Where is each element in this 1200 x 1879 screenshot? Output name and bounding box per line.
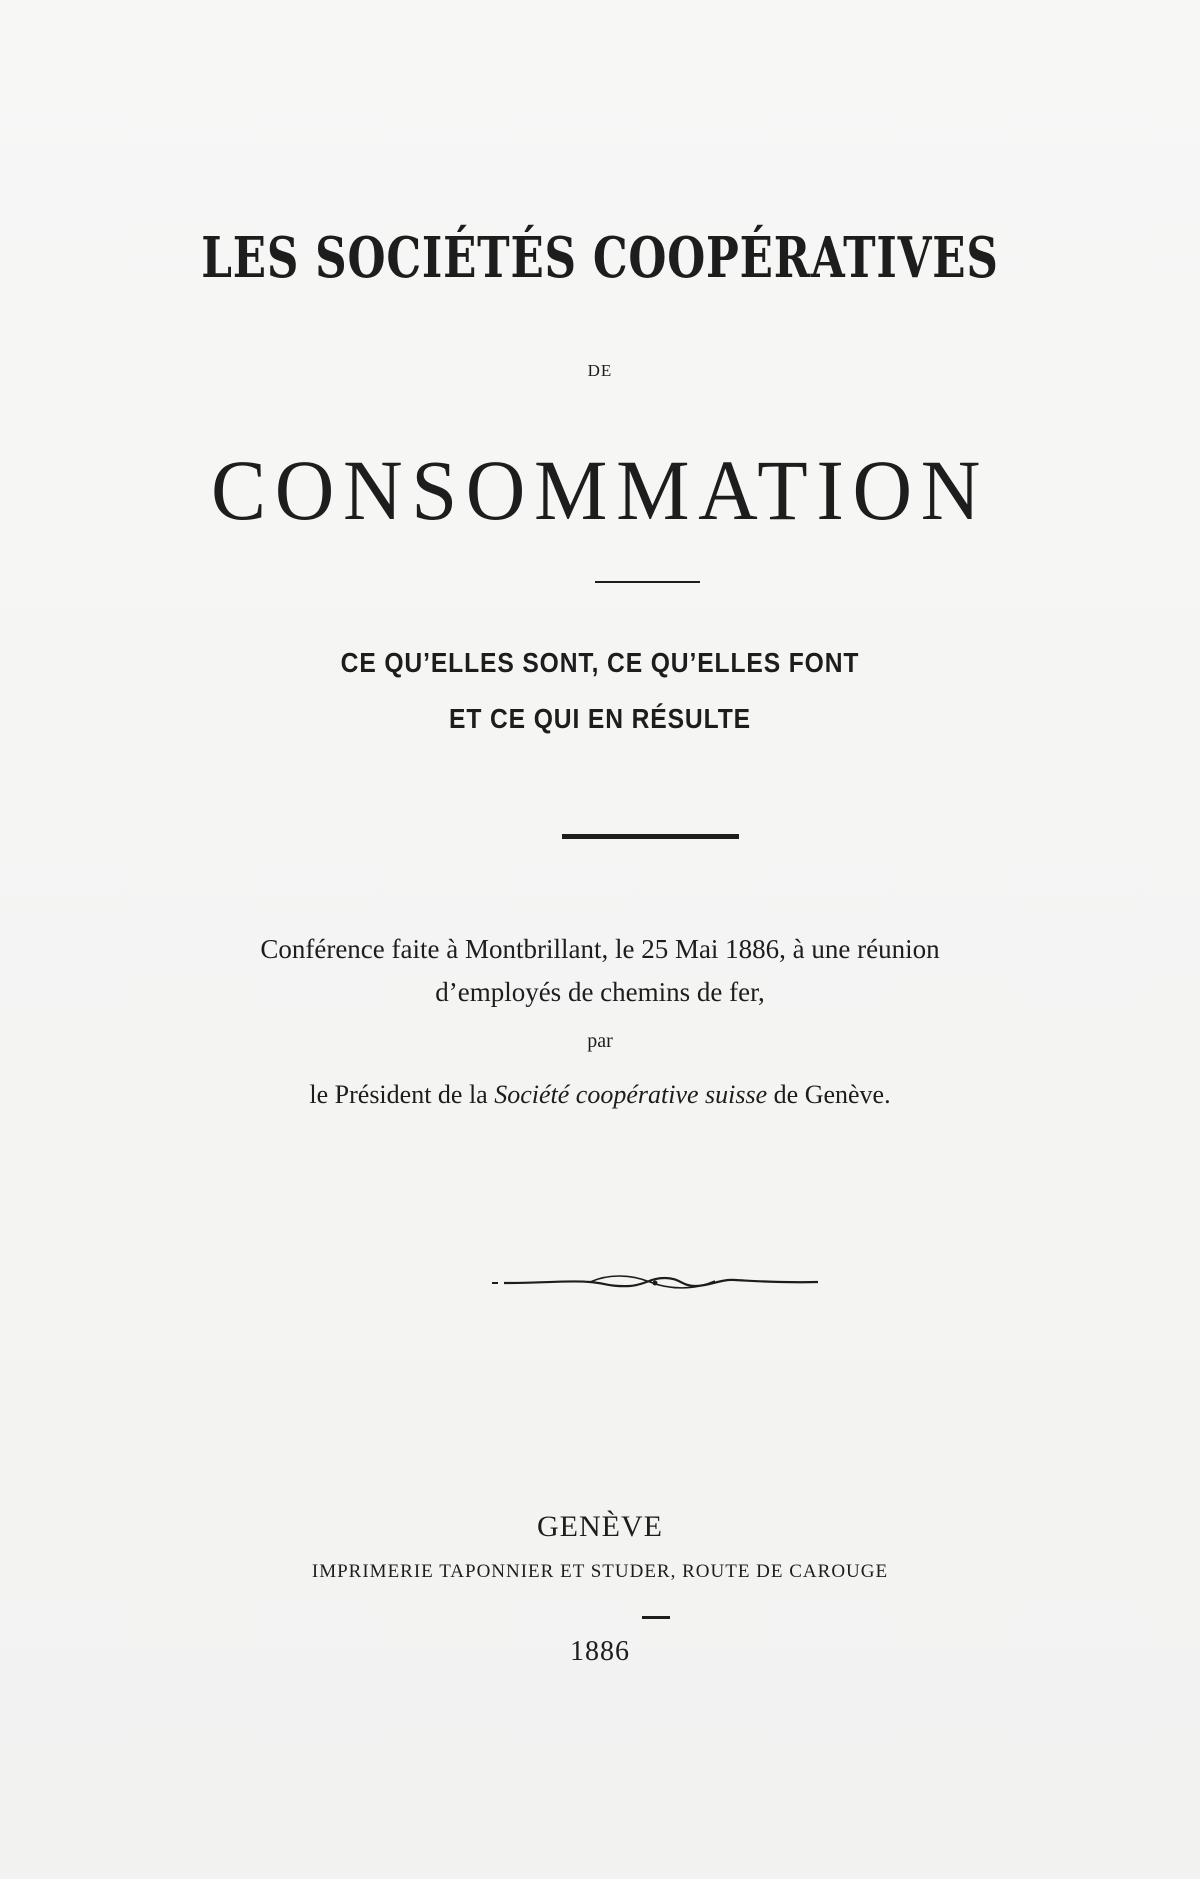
main-title-line1: LES SOCIÉTÉS COOPÉRATIVES — [201, 225, 999, 291]
printer-line: IMPRIMERIE TAPONNIER ET STUDER, ROUTE DE CAROUGE — [311, 1561, 889, 1582]
ornamental-flourish — [490, 1266, 820, 1296]
society-name: Société coopérative suisse — [494, 1080, 768, 1109]
short-rule-divider — [595, 581, 700, 583]
main-title-line2: CONSOMMATION — [211, 442, 989, 538]
small-dash-divider — [642, 1616, 670, 1619]
author-suffix: de Genève. — [767, 1080, 891, 1109]
subtitle-line1: CE QU’ELLES SONT, CE QU’ELLES FONT — [340, 647, 860, 678]
publication-year: 1886 — [570, 1636, 630, 1667]
title-connector: DE — [587, 361, 613, 380]
subtitle-line2: ET CE QUI EN RÉSULTE — [449, 703, 751, 734]
by-line: par — [587, 1030, 613, 1052]
publication-city: GENÈVE — [537, 1510, 663, 1543]
conference-line1: Conférence faite à Montbrillant, le 25 Mai 1886, à une réunion — [260, 934, 940, 964]
conference-line2: d’employés de chemins de fer, — [435, 977, 765, 1007]
author-line — [0, 1080, 1200, 1110]
author-prefix: le Président de la — [309, 1080, 495, 1109]
thick-rule-divider — [562, 834, 739, 839]
